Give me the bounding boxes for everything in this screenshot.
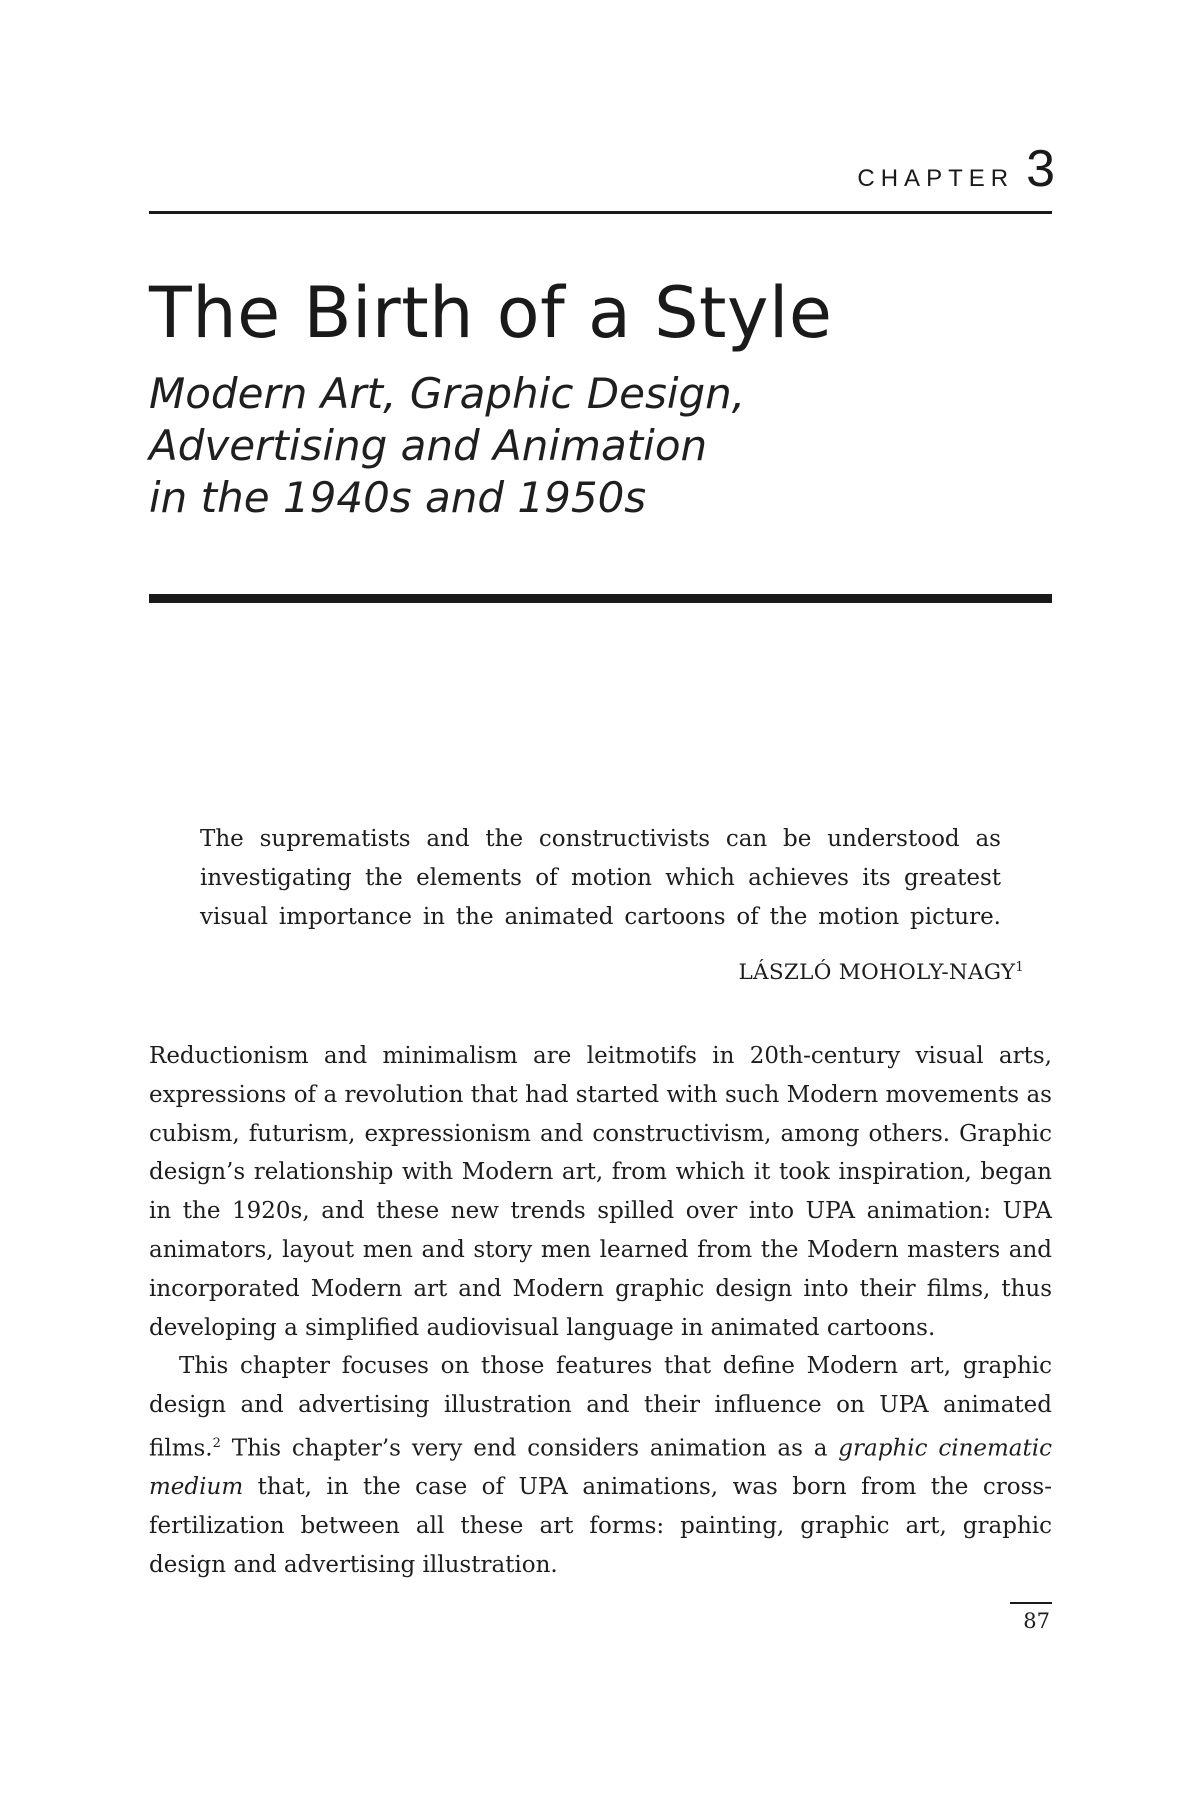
- body-line: developing a simplified audiovisual language in animated cartoons.: [149, 1314, 936, 1341]
- text-run: This chapter’s very end considers animation as a: [220, 1435, 839, 1462]
- footnote-marker: 2: [212, 1435, 221, 1451]
- paragraph: [149, 1347, 1052, 1584]
- body-line: incorporated Modern art and Modern graphic design into their films, thus: [149, 1275, 1052, 1302]
- chapter-word: CHAPTER: [857, 165, 1015, 192]
- epigraph-attribution: [738, 960, 1024, 985]
- body-line: Reductionism and minimalism are leitmotifs in 20th-century visual arts,: [149, 1043, 1052, 1069]
- subtitle-line: Advertising and Animation: [149, 421, 708, 470]
- footnote-marker: 1: [1015, 960, 1024, 975]
- subtitle-line: in the 1940s and 1950s: [149, 473, 647, 522]
- body-line: cubism, futurism, expressionism and constructivism, among others. Graphic: [149, 1120, 1052, 1147]
- subtitle-line: Modern Art, Graphic Design,: [149, 369, 746, 418]
- body-line: design and advertising illustration and their influence on UPA animated: [149, 1392, 1052, 1419]
- paragraph: [149, 1037, 1052, 1347]
- body-line: fertilization between all these art forms: painting, graphic art, graphic: [149, 1513, 1052, 1540]
- chapter-title: The Birth of a Style: [149, 272, 833, 354]
- epigraph-line: The suprematists and the constructivists can be understood as: [200, 826, 1001, 852]
- text-run: that, in the case of UPA animations, was born from the cross-: [243, 1474, 1052, 1501]
- chapter-label: [857, 140, 1055, 198]
- body-line: design and advertising illustration.: [149, 1552, 558, 1579]
- epigraph-line: visual importance in the animated cartoons of the motion picture.: [200, 904, 1001, 930]
- text-run: films.: [149, 1435, 213, 1462]
- body-text: [149, 1037, 1052, 1585]
- emphasis: graphic cinematic: [838, 1435, 1052, 1462]
- epigraph-line: investigating the elements of motion which achieves its greatest: [200, 865, 1001, 891]
- title-divider: [149, 594, 1052, 603]
- body-line: animators, layout men and story men learned from the Modern masters and: [149, 1236, 1052, 1263]
- body-line: [149, 1468, 1052, 1507]
- chapter-number: 3: [1026, 140, 1055, 198]
- body-line: expressions of a revolution that had started with such Modern movements as: [149, 1081, 1052, 1108]
- chapter-subtitle: [149, 368, 745, 524]
- body-line: [149, 1425, 1052, 1468]
- chapter-divider: [149, 211, 1052, 214]
- emphasis: medium: [149, 1474, 244, 1501]
- footer-rule: [1010, 1602, 1052, 1604]
- page-number: 87: [1023, 1609, 1050, 1633]
- body-line: in the 1920s, and these new trends spilled over into UPA animation: UPA: [149, 1198, 1052, 1225]
- epigraph-author: LÁSZLÓ MOHOLY-NAGY: [738, 960, 1016, 986]
- body-line: This chapter focuses on those features that define Modern art, graphic: [179, 1353, 1052, 1380]
- epigraph: [200, 820, 1001, 937]
- body-line: design’s relationship with Modern art, from which it took inspiration, began: [149, 1159, 1052, 1186]
